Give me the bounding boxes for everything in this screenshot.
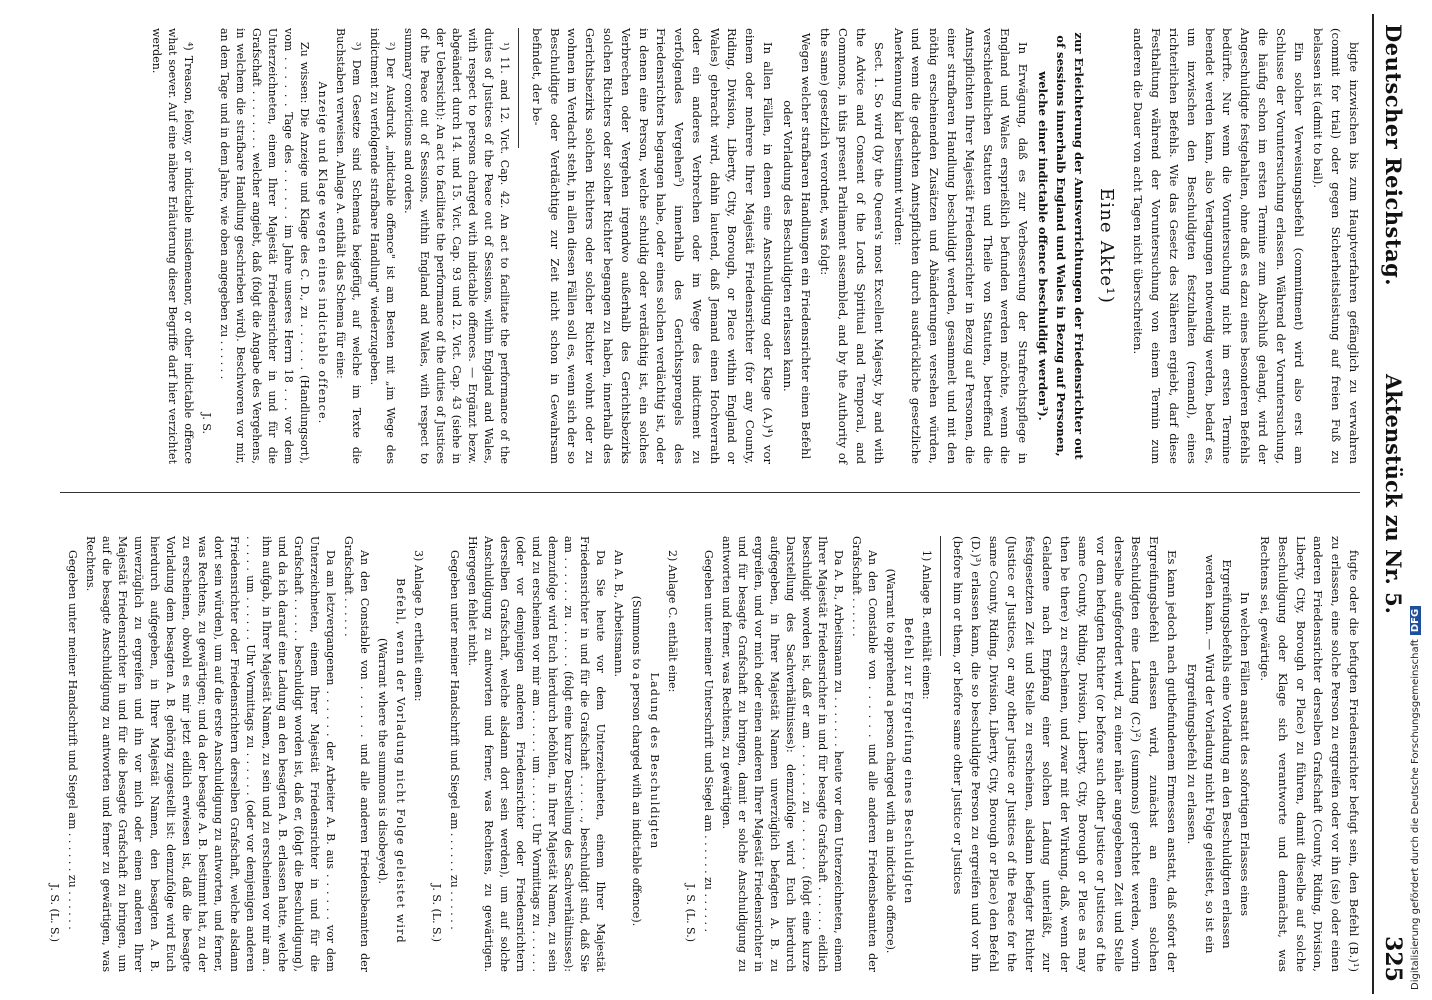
dfg-credit-text: Digitalisierung gefördert durch die Deutsche Forschungsgemeinschaft bbox=[1410, 639, 1421, 990]
annex-d-title: Befehl, wenn der Vorladung nicht Folge geleistet wird bbox=[393, 578, 407, 944]
annex-b-intro: 1) Anlage B. enthält einen: bbox=[919, 550, 933, 700]
annex-d-address: An den Constable von . . . . . . und alle anderen Friedensbeamten der Grafschaft . . . . . . bbox=[341, 536, 371, 972]
signature: J. S. (L. S.) bbox=[47, 883, 61, 942]
footnote-divider bbox=[940, 536, 941, 656]
margin-heading: Wegen welcher strafbaren Handlungen ein Friedensrichter einen Befehl oder Vorladung des Beschuldigten erlassen kann. bbox=[780, 32, 813, 460]
annex-d-date: Gegeben unter meiner Handschrift und Siegel am . . . . . . zu . . . . . . bbox=[65, 550, 79, 930]
footnote: ⁴) Treason, felony, or indictable misdemeanor, or other indictable offence what soever. Auf eine nähere Erläuterung dieser Begriffe darf hier verzichtet werden. bbox=[149, 28, 195, 464]
section-subtitle: zur Erleichterung der Amtsverrichtungen der Friedensrichter out of sessions innerhalb England und Wales in Bezug auf Personen, welche einer indictable offence beschuldigt werden³). bbox=[1036, 32, 1086, 460]
annex-c-intro: 2) Anlage C. enthält eine: bbox=[665, 550, 679, 693]
footnote-heading: Anzeige und Klage wegen eines indictable offence. bbox=[315, 81, 329, 425]
footnote: ²) Der Ausdruck „indictable offence" ist am Besten mit „im Wege des indictment zu verfolgende strafbare Handlung" wiederzugeben. bbox=[367, 28, 397, 464]
footnote: Zu wissen: Die Anzeige und Klage des C. D., zu . . . . . . (Handlungsort), vom . . . . . . Tage des . . . . . . im Jahre unseres Herrn 18 . . . vor dem Unterzeichneten, einem Ihrer Majestät Friedensrichter in und für die Grafschaft . . . . . . . . welcher angiebt, daß (folgt die Angabe des Vergehens, in welchem die strafbare Handlung geschrieben wird). Beschworen vor mir, an dem Tage und in dem Jahre, wie oben angegeben zu . . . . . . bbox=[217, 28, 311, 464]
annex-b-subtitle: (Warrant to apprehend a person charged with an indictable offence). bbox=[883, 568, 897, 954]
header-document-ref: Aktenstück zu Nr. 5. bbox=[1381, 374, 1406, 614]
paragraph: Sect. 1. So wird (by the Queen's most Excellent Majesty, by and with the Advice and Consent of the Lords Spiritual and Temporal, and Commons, in this present Parliament assembled, and by the Authority of the same) gesetzlich verordnet, was folgt: bbox=[818, 28, 886, 464]
paragraph: Es kann jedoch nach gutbefundenem Ermessen anstatt, daß sofort der Ergreifungsbefehl erlassen wird, zunächst an einen solchen Beschuldigten eine Ladung (C.)²) (summons) gerichtet werden, worin derselbe aufgefordert wird, zu einer näher angegebenen Zeit und Stelle vor dem befugten Richter (or before such other Justice or Justices of the same County, Riding, Division, Liberty, City, Borough or Place as may then be there) zu erscheinen, und zwar mit der Wirkung, daß, wenn der Geladene nach Empfang einer solchen Ladung unterläßt, zur festgesetzten Zeit und Stelle zu erscheinen, alsdann befagter Richter (Justice or Justices, or any other Justice or Justices of the Peace for the same County, Riding, Division, Liberty, City, Borough or Place) den Befehl (D.)³) erlassen kann, die so beschuldigte Person zu ergreifen und vor ihn (before him or them, or before same other Justice or Justices bbox=[951, 536, 1180, 972]
annex-c-title: Ladung des Beschuldigten bbox=[647, 672, 661, 850]
annex-b-date: Gegeben unter meiner Unterschrift und Siegel am . . . . . . zu . . . . . . bbox=[701, 550, 715, 932]
rotated-page bbox=[30, 14, 1410, 994]
footnote: ¹) 11. and 12. Vict. Cap. 42. An act to facilitate the performance of the duties of Justices of the Peace out of Sessions, within England and Wales, with respect to persons charged with indictable offences. — Ergänzt bezw. abgeändert durch 14. und 15. Vict. Cap. 93 und 12. Vict. Cap. 43 (siehe in der Uebersicht): An act to facilitate the performance of the duties of Justices of the Peace out of Sessions, within England and Wales, with respect to summary convictions and orders. bbox=[401, 28, 511, 464]
digitization-credit bbox=[1410, 606, 1421, 990]
column-divider bbox=[60, 492, 1360, 493]
paragraph: bigte inzwischen bis zum Hauptverfahren gefänglich zu verwahren (commit for trial) oder gegen Sicherheitsleistung auf freien Fuß zu belassen ist (admit to bail). bbox=[1311, 28, 1361, 464]
left-column bbox=[52, 28, 1362, 464]
annex-b-address: An den Constable von . . . . . . und alle anderen Friedensbeamten der Grafschaft . . . . . . bbox=[849, 536, 879, 972]
signature: J. S. (L. S.) bbox=[683, 883, 697, 942]
annex-c-date: Gegeben unter meiner Handschrift und Siegel am . . . . . . zu . . . . . . bbox=[447, 550, 461, 930]
signature: J. S. (L. S.) bbox=[429, 883, 443, 942]
margin-heading: In welchen Fällen anstatt des sofortigen Erlasses eines Ergreifungsbefehls eine Vorladung an den Beschuldigten erlassen werden kann. — Wird der Vorladung nicht Folge geleistet, so ist ein Ergreifungsbefehl zu erlassen. bbox=[1184, 554, 1253, 954]
section-title: Eine Akte¹) bbox=[1095, 187, 1117, 305]
signature: J. S. bbox=[199, 412, 213, 434]
annex-b-body: Da A. B., Arbeitsmann zu . . . . . . . heute vor dem Unterzeichneten, einem Ihrer Majestät Friedensrichter in und für besagte Grafschaft . . . . . . eidlich beschuldigt worden ist, daß er am . . . . . . zu . . . . . . (folgt eine kurze Darstellung des Sachverhältnisses): demzufolge wird Euch hierdurch aufgegeben, in Ihrer Majestät Namen unverzüglich befagten A. B. zu ergreifen, und vor mich oder einen anderen Ihrer Majestät Friedensrichter in und für besagte Grafschaft zu bringen, damit er solche Anschuldigung zu antworten und ferner, was Rechtens, zu gewärtigen. bbox=[719, 536, 845, 972]
footnote: ³) Dem Gesetze sind Schemata beigefügt, auf welche im Texte die Buchstaben verweisen. Anlage A. enthält das Schema für eine: bbox=[333, 28, 363, 464]
annex-b-title: Befehl zur Ergreifung eines Beschuldigten bbox=[901, 617, 915, 905]
header-publication: Deutscher Reichstag. bbox=[1381, 24, 1406, 287]
page-header bbox=[1372, 14, 1410, 994]
paragraph: fugte oder die befugten Friedensrichter befugt sein, den Befehl (B.)¹) zu erlassen, eine solche Person zu ergreifen oder vor ihn (sie) oder einen anderen Friedensrichter derselben Grafschaft (County, Riding, Division, Liberty, City, Borough or Place) zu führen, damit dieselbe auf solche Beschuldigung oder Klage sich verantworte und demnächst, was Rechtens sei, gewärtige. bbox=[1258, 536, 1361, 972]
annex-d-intro: 3) Anlage D. ertheilt einen: bbox=[411, 550, 425, 702]
paragraph: Ein solcher Verweisungsbefehl (commitment) wird also erst am Schlusse der Voruntersuchung erlassen. Während der Voruntersuchung, die häufig schon im ersten Termine zum Abschluß gelangt, wird der Angeschuldigte festgehalten, ohne daß es dazu eines besonderen Befehls bedürfte. Nur wenn die Voruntersuchung nicht im ersten Termine beendet werden kann, also Vertagungen notwendig werden, bedarf es, um inzwischen den Beschuldigten festzuhalten (remand), eines richterlichen Befehls. Wie das Gesetz des Näheren ergiebt, darf diese Festhaltung während der Voruntersuchung von einem Termin zum anderen die Dauer von acht Tagen nicht überschreiten. bbox=[1131, 28, 1306, 464]
right-column bbox=[47, 536, 1362, 972]
paragraph: In Erwägung, daß es zur Verbesserung der Strafrechtspflege in England und Wales ersprießlich befunden werden möchte, wenn die verschiedenlichen Statuten und Theile von Statuten, betreffend die Amtspflichten Ihrer Majestät Friedensrichter in Bezug auf Personen, die einer strafbaren Handlung beschuldigt werden, gesammelt und mit den nöthig erscheinenden Zusätzen und Abänderungen versehen würden, und wenn die gedachten Amtspflichten durch ausdrückliche gesetzliche Anerkennung klar bestimmt würden: bbox=[891, 28, 1031, 464]
paragraph: In allen Fällen, in denen eine Anschuldigung oder Klage (A.)⁴) vor einem oder mehrere Ihrer Majestät Friedensrichter (for any County, Riding, Division, Liberty, City, Borough, or Place within England or Wales) gebracht wird, dahin lautend, daß Jemand einen Hochverrath oder ein anderes Verbrechen oder im Wege des indictment zu verfolgendes Vergehen⁵) innerhalb des Gerichtssprengels des Friedensrichters begangen habe, oder eines solchen verdächtig ist, oder in denen eine Person, welche schuldig oder verdächtig ist, ein solches Verbrechen oder Vergehen irgendwo außerhalb des Gerichtsbezirks solchen Richters oder solcher Richter begangen zu haben, innerhalb des Gerichtsbezirks solchen Richters oder solcher Richter wohnt oder zu wohnen im Verdacht steht, in allen diesen Fällen soll es, wenn sich der so Beschuldigte oder Verdächtige zur Zeit nicht schon in Gewahrsam befindet, der be- bbox=[529, 28, 776, 464]
annex-c-body: Da Sie heute vor dem Unterzeichneten, einem Ihrer Majestät Friedensrichter in und für die Grafschaft . . . . . ., beschuldigt sind, daß Sie am . . . . . . zu . . . . . . (folgt eine kurze Darstellung des Sachverhältnisses): demzufolge wird Euch hierdurch befohlen, in Ihrer Majestät Namen, zu sein und zu erscheinen vor mir am . . . . . . um . . . . . . Uhr Vormittags zu . . . . . . (oder vor demjenigen anderen Friedensrichter oder Friedensrichtern derselben Grafschaft, welche alsdann dort sein werden), um auf solche Anschuldigung zu antworten und ferner, was Rechtens, zu gewärtigen. Hiergegen fehlet nicht. bbox=[465, 536, 607, 972]
footnote-divider bbox=[518, 28, 519, 148]
dfg-logo: DFG bbox=[1410, 606, 1421, 635]
annex-d-body: Da am letzvergangenen . . . . . . der Arbeiter A. B. aus . . . . . . vor dem Unterzeichneten, einem Ihrer Majestät Friedensrichter in und für die Grafschaft . . . . . . beschuldigt worden ist, daß er, (folgt die Beschuldigung), und da ich darauf eine Ladung an den besagten A. B. erlassen hatte, welche ihm aufgab, in Ihrer Majestät Namen, zu sein und zu erscheinen vor mir am . . . . . . um . . . . . . Uhr Vormittags zu . . . . . . (oder vor demjenigen anderen Friedensrichter oder Friedensrichtern derselben Grafschaft, welche alsdann dort sein würden), um auf die erste Anschuldigung zu antworten, und ferner, was Rechtens, zu gewärtigen; und da der besagte A. B. bestimmt hat, zu der zu erscheinen, obwohl es mir jetzt eidlich erwiesen ist, daß die besagte Vorladung dem besagten A. B. gehörig zugestellt ist: demzufolge wird Euch hierdurch aufgegeben, in Ihrer Majestät Namen, den besagten A. B. unverzüglich zu ergreifen und ihn vor mich oder einen anderen Ihrer Majestät Friedensrichter in und für die besagte Grafschaft zu bringen, um auf die besagte Anschuldigung zu antworten und ferner zu gewärtigen, was Rechtens. bbox=[83, 536, 337, 972]
annex-d-subtitle: (Warrant where the summons is disobeyed). bbox=[375, 637, 389, 885]
page-number: 325 bbox=[1380, 936, 1406, 982]
annex-c-address: An A. B., Arbeitsmann. bbox=[611, 550, 625, 678]
annex-c-subtitle: (Summons to a person charged with an indictable offence). bbox=[629, 595, 643, 927]
